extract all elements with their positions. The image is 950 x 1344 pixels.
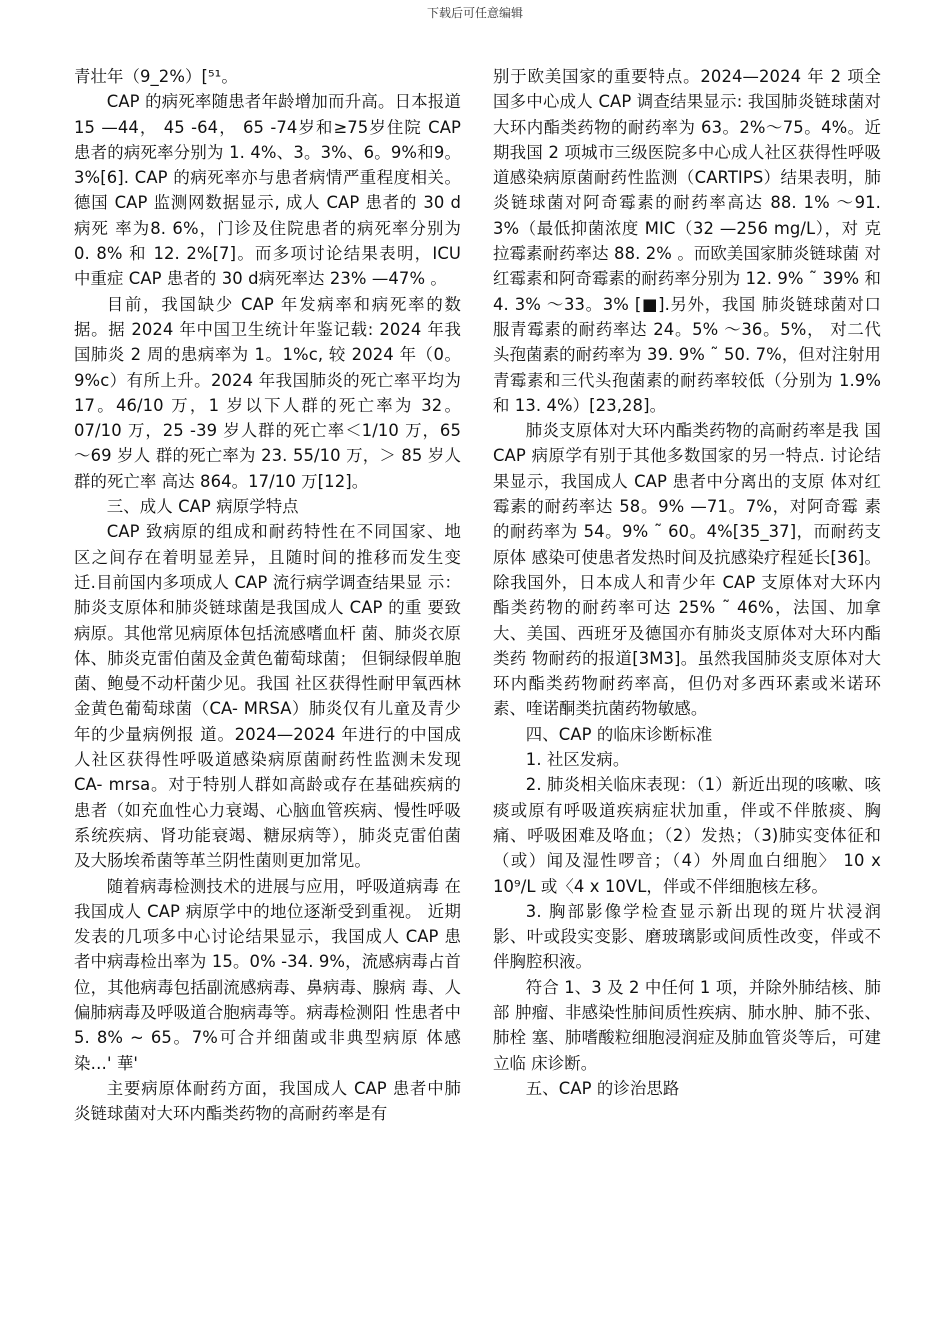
list-item: 1. 社区发病。 — [525, 750, 630, 770]
paragraph: 符合 1、3 及 2 中任何 1 项，并除外肺结核、肺部 肿瘤、非感染性肺间质性疾病、肺水肿、肺不张、肺栓 塞、肺嗜酸粒细胞浸润症及肺血管炎等后，可建立临 床诊断。 — [493, 977, 881, 1073]
list-item: 3. 胸部影像学检查显示新出现的斑片状浸润 影、叶或段实变影、磨玻璃影或间质性改变，伴或不 伴胸腔积液。 — [493, 901, 881, 972]
paragraph: 随着病毒检测技术的进展与应用，呼吸道病毒 在我国成人 CAP 病原学中的地位逐渐受到重视。 近期发表的几项多中心讨论结果显示，我国成人 CAP 患者中病毒检出率为 15。0% -34. 9%，流感病毒占首位，其他病毒包括副流感病毒、鼻病毒、腺病 毒、人偏肺病毒及呼吸道合胞病毒等。病毒检测阳 性患者中 5. 8% ~ 65。7%可合并细菌或非典型病原 体感染…' 華' — [74, 876, 461, 1073]
paragraph: CAP 的病死率随患者年龄增加而升高。日本报道15 —44， 45 -64， 65 -74岁和≥75岁住院 CAP 患者的病死率分别为 1. 4%、3。3%、6。9%和9。3%[6]. CAP 的病死率亦与患者病情严重程度相关。德国 CAP 监测网数据显示, 成人 CAP 患者的 30 d病死 率为8. 6%，门诊及住院患者的病死率分别为 0. 8% 和 12. 2%[7]。而多项讨论结果表明，ICU 中重症 CAP 患者的 30 d病死率达 23% —47% 。 — [74, 92, 461, 289]
left-column — [74, 64, 461, 1126]
section-heading: 三、成人 CAP 病原学特点 — [106, 497, 299, 517]
page-header-note: 下载后可任意编辑 — [426, 6, 523, 20]
section-heading: 五、CAP 的诊治思路 — [525, 1078, 680, 1098]
right-column — [493, 64, 881, 1101]
paragraph: 肺炎支原体对大环内酯类药物的高耐药率是我 国 CAP 病原学有别于其他多数国家的另一特点. 讨论结果显示，我国成人 CAP 患者中分离出的支原 体对红霉素的耐药率达 58。9% —71。7%，对阿奇霉 素的耐药率为 54。9% ˜ 60。4%[35_37]，而耐药支原体 感染可使患者发热时间及抗感染疗程延长[36]。除我国外，日本成人和青少年 CAP 支原体对大环内酯类药物的耐药率可达 25% ˜ 46%，法国、加拿大、美国、西班牙及德国亦有肺炎支原体对大环内酯类药 物耐药的报道[3M3]。虽然我国肺炎支原体对大环内酯类药物耐药率高，但仍对多西环素或米诺环素、喹诺酮类抗菌药物敏感。 — [493, 421, 881, 719]
list-item: 2. 肺炎相关临床表现：（1）新近出现的咳嗽、咳 痰或原有呼吸道疾病症状加重，伴或不伴脓痰、胸 痛、呼吸困难及咯血；（2）发热；（3)肺实变体征和（或）闻及湿性啰音；（4）外周血白细胞〉 10 x 10⁹/L 或〈4 x 10VL，伴或不伴细胞核左移。 — [493, 775, 881, 896]
paragraph: 青壮年（9_2%）[⁵¹。 — [74, 67, 238, 86]
paragraph: 主要病原体耐药方面，我国成人 CAP 患者中肺炎链球菌对大环内酯类药物的高耐药率是有 — [74, 1078, 461, 1124]
section-heading: 四、CAP 的临床诊断标准 — [525, 724, 713, 744]
paragraph: 目前，我国缺少 CAP 年发病率和病死率的数据。据 2024 年中国卫生统计年鉴记载: 2024 年我 国肺炎 2 周的患病率为 1。1%c, 较 2024 年（0。9%c）有所上升。2024 年我国肺炎的死亡率平均为 17。46/10 万，1 岁以下人群的死亡率为 32。07/10 万，25 -39 岁人群的死亡率＜1/10 万，65 ～69 岁人 群的死亡率为 23. 55/10 万，＞ 85 岁人群的死亡率 高达 864。17/10 万[12]。 — [74, 294, 461, 491]
paragraph: 别于欧美国家的重要特点。2024—2024 年 2 项全国多中心成人 CAP 调查结果显示: 我国肺炎链球菌对大环内酯类药物的耐药率为 63。2%～75。4%。近 期我国 2 项城市三级医院多中心成人社区获得性呼吸道感染病原菌耐药性监测（CARTIPS）结果表明，肺炎链球菌对阿奇霉素的耐药率高达 88. 1% ～91. 3%（最低抑菌浓度 MIC（32 —256 mg/L），对 克拉霉素耐药率达 88. 2% 。而欧美国家肺炎链球菌 对红霉素和阿奇霉素的耐药率分别为 12. 9% ˜ 39% 和 4. 3% ～33。3% [■].另外，我国 肺炎链球菌对口服青霉素的耐药率达 24。5% ～36。5%， 对二代头孢菌素的耐药率为 39. 9% ˜ 50. 7%，但对注射用青霉素和三代头孢菌素的耐药率较低（分别为 1.9%和 13. 4%）[23,28]。 — [493, 67, 881, 415]
paragraph: CAP 致病原的组成和耐药特性在不同国家、地 区之间存在着明显差异，且随时间的推移而发生变 迁.目前国内多项成人 CAP 流行病学调查结果显 示：肺炎支原体和肺炎链球菌是我国成人 CAP 的重 要致病原。其他常见病原体包括流感嗜血杆 菌、肺炎衣原体、肺炎克雷伯菌及金黄色葡萄球菌； 但铜绿假单胞菌、鲍曼不动杆菌少见。我国 社区获得性耐甲氧西林金黄色葡萄球菌（CA- MRSA）肺炎仅有儿童及青少年的少量病例报 道。2024—2024 年进行的中国成人社区获得性呼吸道感染病原菌耐药性监测未发现 CA- mrsa。对于特别人群如高龄或存在基础疾病的患者（如充血性心力衰竭、心脑血管疾病、慢性呼吸 系统疾病、肾功能衰竭、糖尿病等），肺炎克雷伯菌 及大肠埃希菌等革兰阴性菌则更加常见。 — [74, 522, 461, 871]
